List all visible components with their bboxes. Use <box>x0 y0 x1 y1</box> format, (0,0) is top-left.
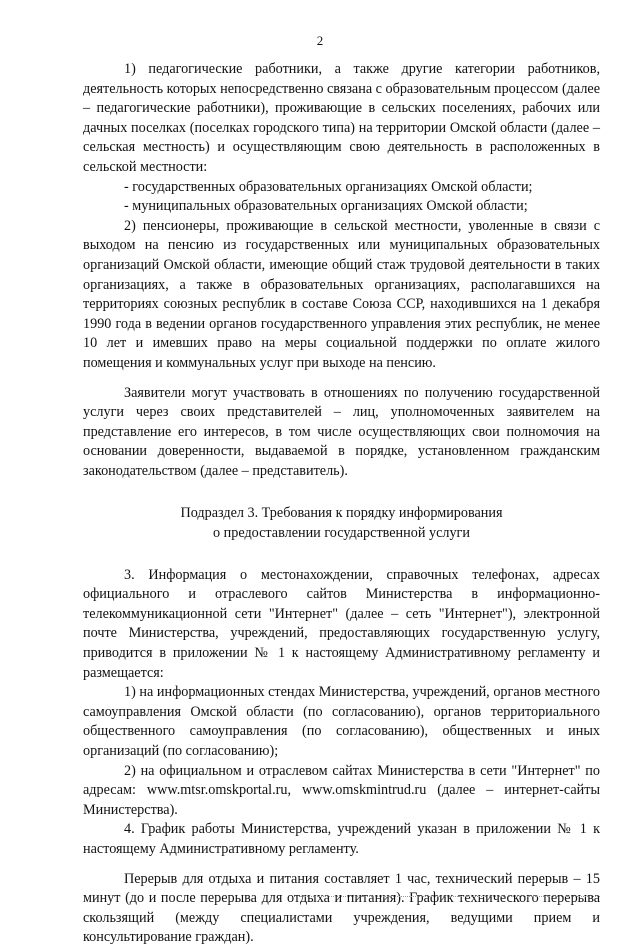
paragraph-eligible-teachers: 1) педагогические работники, а также другие категории работников, деятельность которых непосредственно связана с образовательным процессом (далее – педагогические работники), проживающие в сельских поселениях, рабочих или дачных поселках (поселках городского типа) на территории Омской области (далее – сельская местность) и осуществляющим свою деятельность в расположенных в сельской местности: <box>83 61 600 175</box>
scan-artifact-line <box>300 896 600 898</box>
subsection-heading <box>83 504 600 543</box>
paragraph-information-location: 3. Информация о местонахождении, справочных телефонах, адресах официального и отраслевого сайтов Министерства в информационно-телекоммуникационной сети "Интернет" (далее – сеть "Интернет"), электронной почте Министерства, учреждений, предоставляющих государственную услугу, приводится в приложении № 1 к настоящему Административному регламенту и размещается: <box>83 566 600 681</box>
paragraph-work-schedule: 4. График работы Министерства, учреждений указан в приложении № 1 к настоящему Административному регламенту. <box>83 821 600 857</box>
document-body <box>83 60 600 948</box>
list-item-municipal-organizations: - муниципальных образовательных организациях Омской области; <box>124 198 528 215</box>
subsection-heading-line-1: Подраздел 3. Требования к порядку информирования <box>180 505 503 522</box>
paragraph-eligible-pensioners: 2) пенсионеры, проживающие в сельской местности, уволенные в связи с выходом на пенсию из государственных или муниципальных образовательных организаций Омской области, имеющие общий стаж трудовой деятельности в таких организациях, а также в образовательных организациях, располагавшихся на территориях союзных республик в составе Союза ССР, находившихся на 1 декабря 1990 года в ведении органов государственного управления этих республик, не менее 10 лет и имевших право на меры социальной поддержки по оплате жилого помещения и коммунальных услуг при выходе на пенсию. <box>83 217 600 371</box>
list-item-websites: 2) на официальном и отраслевом сайтах Министерства в сети "Интернет" по адресам: www.mtsr.omskportal.ru, www.omskmintrud.ru (далее – интернет-сайты Министерства). <box>83 762 600 818</box>
page-number: 2 <box>316 33 324 48</box>
list-item-state-organizations: - государственных образовательных организациях Омской области; <box>124 178 533 195</box>
spacer <box>83 860 600 870</box>
spacer <box>83 374 600 384</box>
list-item-info-stands: 1) на информационных стендах Министерства, учреждений, органов местного самоуправления Омской области (по согласованию), органов территориального общественного самоуправления (по согласованию), общественных и иных организаций (по согласованию); <box>83 684 600 759</box>
paragraph-breaks: Перерыв для отдыха и питания составляет 1 час, технический перерыв – 15 минут (до и после перерыва для отдыха и питания). График технического перерыва скользящий (между специалистами учреждения, ведущими прием и консультирование граждан). <box>83 870 600 946</box>
subsection-heading-line-2: о предоставлении государственной услуги <box>213 525 470 542</box>
paragraph-representatives: Заявители могут участвовать в отношениях по получению государственной услуги через своих представителей – лиц, уполномоченных заявителем на представление его интересов, в том числе осуществляющих свои полномочия на основании доверенности, выдаваемой в порядке, установленном гражданским законодательством (далее – представитель). <box>83 384 600 479</box>
